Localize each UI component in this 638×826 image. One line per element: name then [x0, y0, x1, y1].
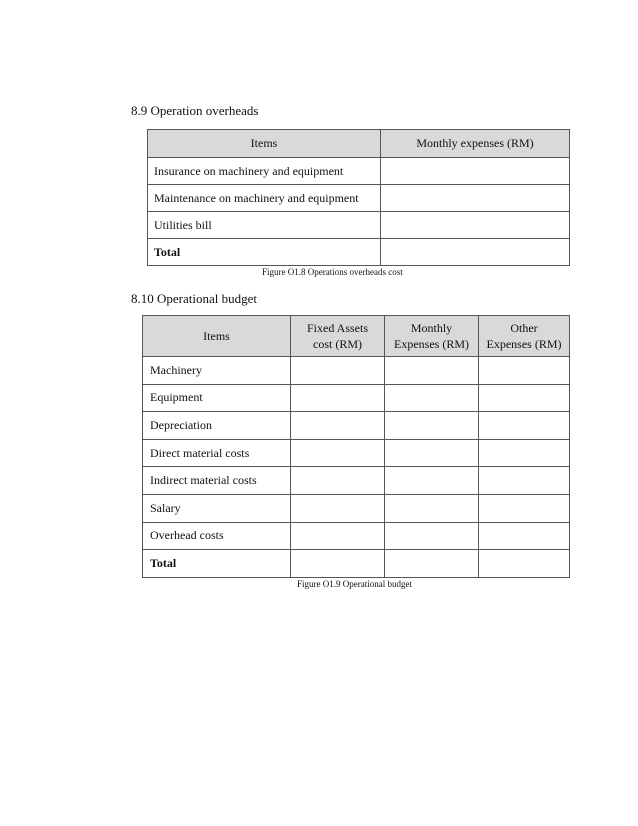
- table-header-row: [148, 130, 570, 158]
- row-item-label: Equipment: [143, 384, 291, 412]
- row-item-label: Overhead costs: [143, 522, 291, 550]
- row-item-label: Indirect material costs: [143, 467, 291, 495]
- operation-overheads-table: [147, 129, 570, 266]
- header-line: Fixed Assets: [306, 321, 368, 335]
- empty-cell: [479, 357, 570, 385]
- header-line: Expenses (RM): [394, 337, 469, 351]
- table-row-total: [148, 239, 570, 266]
- empty-cell: [385, 357, 479, 385]
- column-header-items: Items: [148, 130, 381, 158]
- empty-cell: [385, 522, 479, 550]
- column-header-monthly-expenses: [385, 316, 479, 357]
- row-value-cell: [381, 158, 570, 185]
- column-header-items: Items: [143, 316, 291, 357]
- table-row: [143, 439, 570, 467]
- row-item-label: Salary: [143, 494, 291, 522]
- header-line: cost (RM): [313, 337, 362, 351]
- table-row: [143, 522, 570, 550]
- table-row: [148, 185, 570, 212]
- table-row: [143, 467, 570, 495]
- empty-cell: [385, 467, 479, 495]
- empty-cell: [479, 494, 570, 522]
- empty-cell: [291, 412, 385, 440]
- empty-cell: [385, 550, 479, 578]
- section-heading-operational-budget: 8.10 Operational budget: [131, 291, 257, 306]
- empty-cell: [479, 522, 570, 550]
- row-item-label: Total: [143, 550, 291, 578]
- empty-cell: [385, 439, 479, 467]
- table-row: [148, 212, 570, 239]
- empty-cell: [291, 357, 385, 385]
- row-value-cell: [381, 185, 570, 212]
- table-row: [143, 412, 570, 440]
- header-line: Other: [510, 321, 538, 335]
- table-row: [143, 357, 570, 385]
- empty-cell: [479, 384, 570, 412]
- column-header-monthly-expenses: Monthly expenses (RM): [381, 130, 570, 158]
- row-item-label: Maintenance on machinery and equipment: [148, 185, 381, 212]
- row-item-label: Utilities bill: [148, 212, 381, 239]
- row-item-label: Depreciation: [143, 412, 291, 440]
- empty-cell: [479, 467, 570, 495]
- empty-cell: [291, 550, 385, 578]
- figure-caption-operations-overheads: Figure O1.8 Operations overheads cost: [262, 267, 403, 277]
- empty-cell: [479, 412, 570, 440]
- empty-cell: [291, 522, 385, 550]
- empty-cell: [479, 439, 570, 467]
- empty-cell: [291, 384, 385, 412]
- row-item-label: Machinery: [143, 357, 291, 385]
- section-heading-operation-overheads: 8.9 Operation overheads: [131, 103, 259, 118]
- empty-cell: [385, 384, 479, 412]
- operational-budget-table: [142, 315, 570, 578]
- header-line: Expenses (RM): [486, 337, 562, 351]
- row-item-label: Direct material costs: [143, 439, 291, 467]
- figure-caption-operational-budget: Figure O1.9 Operational budget: [297, 579, 412, 589]
- empty-cell: [385, 494, 479, 522]
- header-line: Monthly: [410, 321, 453, 335]
- row-item-label: Total: [148, 239, 381, 266]
- empty-cell: [291, 467, 385, 495]
- table-row: [148, 158, 570, 185]
- table-row: [143, 494, 570, 522]
- row-value-cell: [381, 239, 570, 266]
- empty-cell: [291, 439, 385, 467]
- empty-cell: [291, 494, 385, 522]
- empty-cell: [479, 550, 570, 578]
- row-value-cell: [381, 212, 570, 239]
- column-header-other-expenses: [479, 316, 570, 357]
- table-header-row: [143, 316, 570, 357]
- table-row-total: [143, 550, 570, 578]
- table-row: [143, 384, 570, 412]
- column-header-fixed-assets: [291, 316, 385, 357]
- row-item-label: Insurance on machinery and equipment: [148, 158, 381, 185]
- empty-cell: [385, 412, 479, 440]
